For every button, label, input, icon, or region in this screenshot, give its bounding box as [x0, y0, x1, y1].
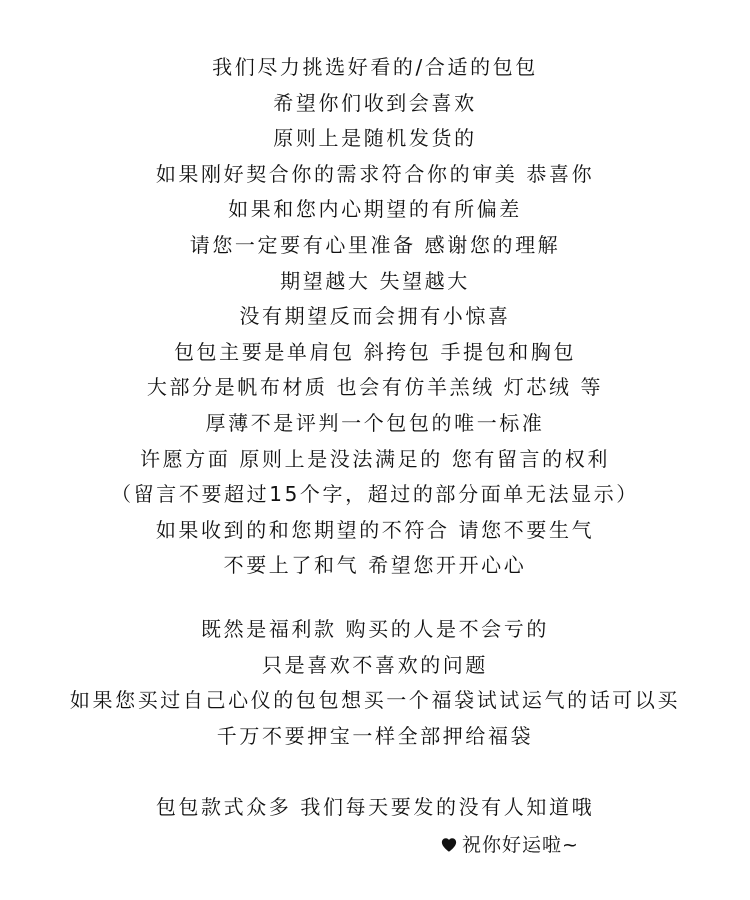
text-line: 希望你们收到会喜欢: [273, 90, 477, 115]
signoff-text: 祝你好运啦~: [462, 834, 579, 856]
text-line: 厚薄不是评判一个包包的唯一标准: [205, 410, 545, 435]
text-line: 大部分是帆布材质 也会有仿羊羔绒 灯芯绒 等: [146, 375, 604, 400]
text-line: 千万不要押宝一样全部押给福袋: [216, 723, 534, 748]
notice-paragraph-2: [0, 612, 750, 754]
notice-paragraph-1: [0, 50, 750, 584]
text-line: 许愿方面 原则上是没法满足的 您有留言的权利: [140, 446, 610, 471]
text-line: 不要上了和气 希望您开开心心: [223, 553, 527, 578]
text-line: 没有期望反而会拥有小惊喜: [239, 304, 511, 329]
text-line: 包包款式众多 我们每天要发的没有人知道哦: [155, 795, 595, 819]
text-line: 我们尽力挑选好看的/合适的包包: [212, 55, 538, 79]
text-line: （留言不要超过15个字，超过的部分面单无法显示）: [111, 482, 639, 507]
text-line: 如果您买过自己心仪的包包想买一个福袋试试运气的话可以买: [69, 688, 681, 713]
heart-icon: [440, 836, 458, 854]
text-line: 如果和您内心期望的有所偏差: [228, 197, 522, 222]
signoff: [440, 829, 579, 861]
text-line: 期望越大 失望越大: [280, 268, 470, 293]
text-line: 包包主要是单肩包 斜挎包 手提包和胸包: [173, 339, 577, 364]
text-line: 只是喜欢不喜欢的问题: [262, 652, 488, 677]
notice-paragraph-3: [0, 790, 750, 826]
text-line: 请您一定要有心里准备 感谢您的理解: [189, 232, 561, 257]
text-line: 如果刚好契合你的需求符合你的审美 恭喜你: [155, 161, 595, 186]
text-line: 如果收到的和您期望的不符合 请您不要生气: [155, 517, 595, 542]
text-line: 原则上是随机发货的: [273, 126, 477, 151]
text-line: 既然是福利款 购买的人是不会亏的: [201, 617, 549, 641]
